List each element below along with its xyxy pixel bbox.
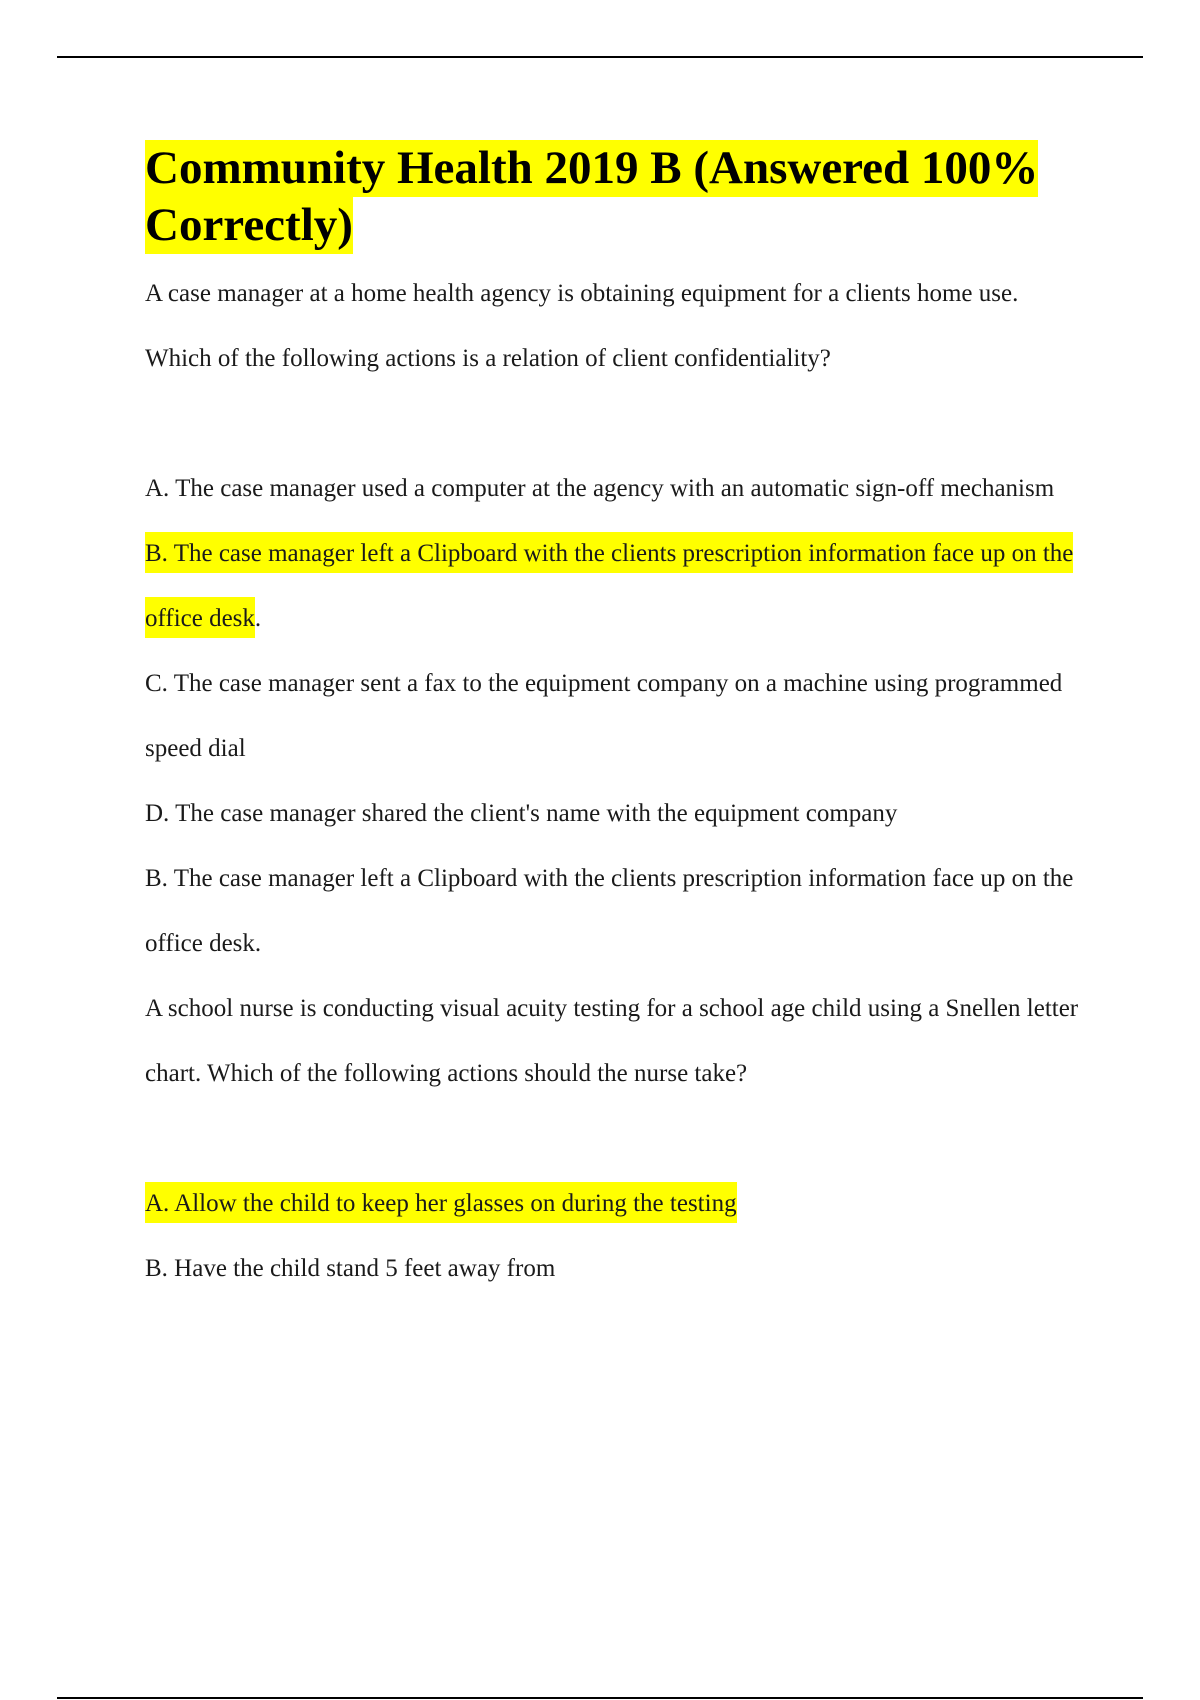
- option-a-highlight: A. Allow the child to keep her glasses on during the testing: [145, 1182, 737, 1223]
- question-1-stem: A case manager at a home health agency is obtaining equipment for a clients home use. Which of the following actions is a relation of client confidentiality?: [145, 280, 1019, 372]
- question-1-option-c: C. The case manager sent a fax to the equipment company on a machine using programmed speed dial: [145, 670, 1063, 762]
- question-1-option-b: [145, 521, 1085, 651]
- bottom-rule: [57, 1697, 1143, 1699]
- title-highlight: Community Health 2019 B (Answered 100% Correctly): [145, 140, 1038, 254]
- option-b-period: .: [254, 605, 262, 632]
- question-2-option-a: [145, 1171, 1085, 1236]
- document-title: [145, 140, 1085, 254]
- question-2-stem: A school nurse is conducting visual acuity testing for a school age child using a Snellen letter chart. Which of the following actions should the nurse take?: [145, 995, 1079, 1087]
- document-body: [145, 140, 1085, 1301]
- question-1-answer: B. The case manager left a Clipboard with the clients prescription information face up on the office desk.: [145, 865, 1074, 957]
- option-b-highlight: B. The case manager left a Clipboard with the clients prescription information face up on the office desk: [145, 532, 1073, 638]
- question-1-option-a: A. The case manager used a computer at the agency with an automatic sign-off mechanism: [145, 475, 1055, 502]
- question-1-option-d: D. The case manager shared the client's name with the equipment company: [145, 800, 898, 827]
- question-2-option-b: B. Have the child stand 5 feet away from: [145, 1255, 556, 1282]
- top-rule: [57, 56, 1143, 58]
